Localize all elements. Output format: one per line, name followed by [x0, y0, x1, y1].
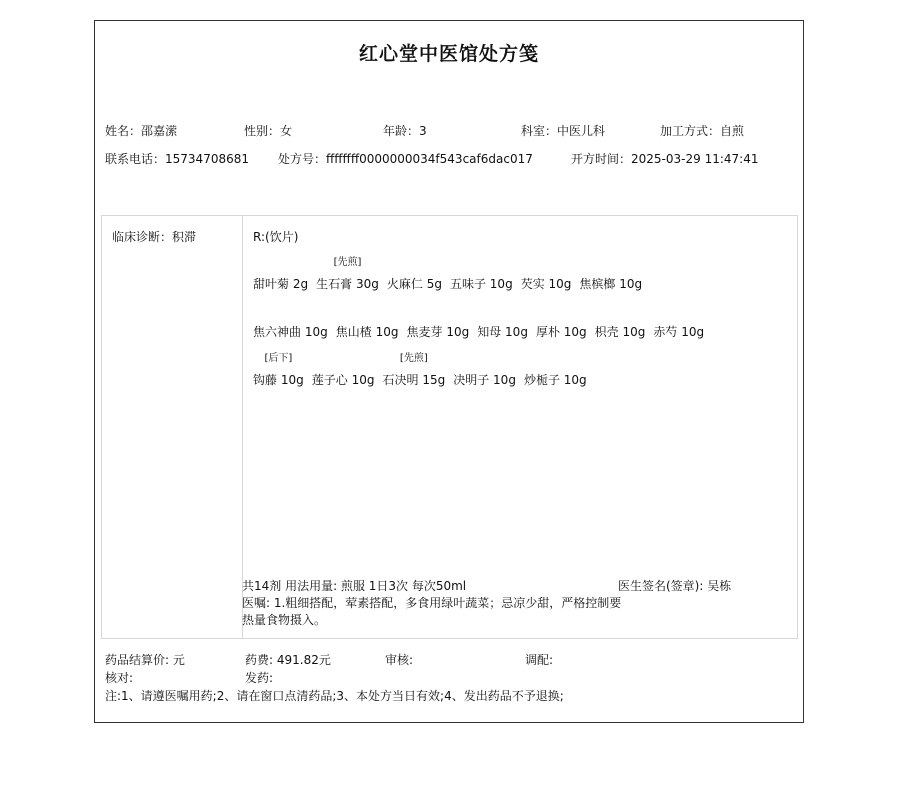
herb-name: 焦麦芽 — [406, 325, 443, 339]
herb-name: 五味子 — [449, 277, 486, 291]
herb-name: 枳壳 — [594, 325, 619, 339]
herb-item — [524, 371, 587, 388]
medical-advice: 医嘱: 1.粗细搭配，荤素搭配，多食用绿叶蔬菜；忌凉少甜，严格控制要热量食物摄入。 — [242, 596, 622, 627]
rx-number-value: ffffffff0000000034f543caf6dac017 — [326, 152, 533, 166]
process-label: 加工方式： — [660, 124, 721, 138]
herb-name: 焦山楂 — [335, 325, 372, 339]
herb-item — [406, 323, 469, 340]
herb-item — [453, 371, 516, 388]
herb-dose: 10g — [681, 325, 705, 339]
herb-item — [387, 275, 442, 292]
herb-name: 芡实 — [520, 277, 545, 291]
herb-dose: 10g — [493, 373, 516, 387]
herb-dose: 10g — [280, 373, 304, 387]
herb-name: 决明子 — [453, 373, 490, 387]
rx-header: R:(饮片) — [253, 230, 299, 244]
herb-name: 赤芍 — [653, 325, 678, 339]
herb-note: [后下] — [264, 353, 293, 364]
herb-dose: 15g — [422, 373, 446, 387]
dept-label: 科室： — [521, 124, 558, 138]
herb-dose: 10g — [304, 325, 328, 339]
herb-dose: 10g — [563, 373, 587, 387]
herb-name: 甜叶菊 — [253, 277, 290, 291]
herb-item — [336, 323, 399, 340]
herb-name: 生石膏 — [316, 277, 353, 291]
herb-item — [653, 323, 704, 340]
herb-name: 炒栀子 — [523, 373, 560, 387]
herb-row — [253, 257, 650, 323]
herb-item — [316, 257, 379, 292]
dept-value: 中医儿科 — [557, 124, 606, 138]
herb-dose: 10g — [563, 325, 587, 339]
phone-label: 联系电话： — [105, 152, 166, 166]
rx-number — [278, 150, 533, 167]
page-title: 红心堂中医馆处方笺 — [358, 43, 539, 65]
herb-item — [253, 275, 308, 292]
herb-row — [253, 353, 595, 419]
fee-label: 药费: — [245, 653, 277, 667]
process-value: 自煎 — [720, 124, 745, 138]
herb-dose: 10g — [489, 277, 513, 291]
issue-label: 发药: — [245, 671, 274, 685]
dispense-label: 调配: — [525, 653, 554, 667]
herb-item — [253, 323, 328, 340]
review-label: 审核: — [385, 653, 414, 667]
doctor-signature: 医生签名(签章): 吴栋 — [618, 579, 732, 593]
drug-price-label: 药品结算价: 元 — [105, 653, 185, 667]
prescription-body — [101, 215, 798, 639]
gender-value: 女 — [280, 124, 293, 138]
column-divider — [242, 216, 243, 638]
herb-dose: 10g — [351, 373, 375, 387]
gender-label: 性别： — [244, 124, 281, 138]
herb-dose: 10g — [446, 325, 470, 339]
patient-phone — [105, 150, 249, 167]
patient-age — [383, 122, 427, 139]
herb-row — [253, 323, 712, 371]
diagnosis-value: 积滞 — [172, 230, 197, 244]
rx-number-label: 处方号： — [278, 152, 327, 166]
age-label: 年龄： — [383, 124, 420, 138]
herb-item — [521, 275, 572, 292]
herb-item — [579, 275, 642, 292]
herb-dose: 10g — [619, 277, 643, 291]
name-label: 姓名： — [105, 124, 142, 138]
herb-name: 焦槟榔 — [579, 277, 616, 291]
herb-name: 钩藤 — [253, 373, 278, 387]
rx-time — [571, 150, 758, 167]
name-value: 邵嘉潆 — [141, 124, 178, 138]
herb-dose: 30g — [355, 277, 379, 291]
rx-time-value: 2025-03-29 11:47:41 — [631, 152, 759, 166]
herb-note: [先煎] — [333, 257, 362, 268]
usage-instructions: 共14剂 用法用量: 煎服 1日3次 每次50ml — [242, 579, 467, 593]
herb-dose: 2g — [292, 277, 309, 291]
patient-name — [105, 122, 177, 139]
herb-name: 火麻仁 — [386, 277, 423, 291]
process-method — [660, 122, 744, 139]
prescription-form — [94, 20, 804, 723]
check-label: 核对: — [105, 671, 134, 685]
herb-item — [595, 323, 646, 340]
herb-name: 焦六神曲 — [253, 325, 302, 339]
herb-item — [450, 275, 513, 292]
herb-name: 莲子心 — [311, 373, 348, 387]
herb-name: 厚朴 — [535, 325, 560, 339]
herb-dose: 10g — [375, 325, 399, 339]
herb-item — [536, 323, 587, 340]
herb-item — [312, 371, 375, 388]
fee — [245, 651, 331, 668]
footer-notes: 注:1、请遵医嘱用药;2、请在窗口点清药品;3、本处方当日有效;4、发出药品不予退换; — [105, 689, 564, 703]
herb-name: 知母 — [477, 325, 502, 339]
patient-gender — [244, 122, 292, 139]
herb-item — [253, 353, 304, 388]
patient-dept — [521, 122, 605, 139]
herb-name: 石决明 — [382, 373, 419, 387]
herb-dose: 10g — [505, 325, 528, 339]
age-value: 3 — [419, 124, 427, 138]
rx-time-label: 开方时间： — [571, 152, 632, 166]
herb-dose: 10g — [548, 277, 572, 291]
diagnosis-label: 临床诊断： — [112, 230, 173, 244]
phone-value: 15734708681 — [165, 152, 249, 166]
herb-dose: 10g — [622, 325, 646, 339]
clinical-diagnosis — [112, 228, 196, 245]
herb-item — [477, 323, 528, 340]
fee-value: 491.82元 — [276, 653, 331, 667]
herb-note: [先煎] — [399, 353, 428, 364]
herb-item — [382, 353, 446, 388]
herb-dose: 5g — [426, 277, 442, 291]
